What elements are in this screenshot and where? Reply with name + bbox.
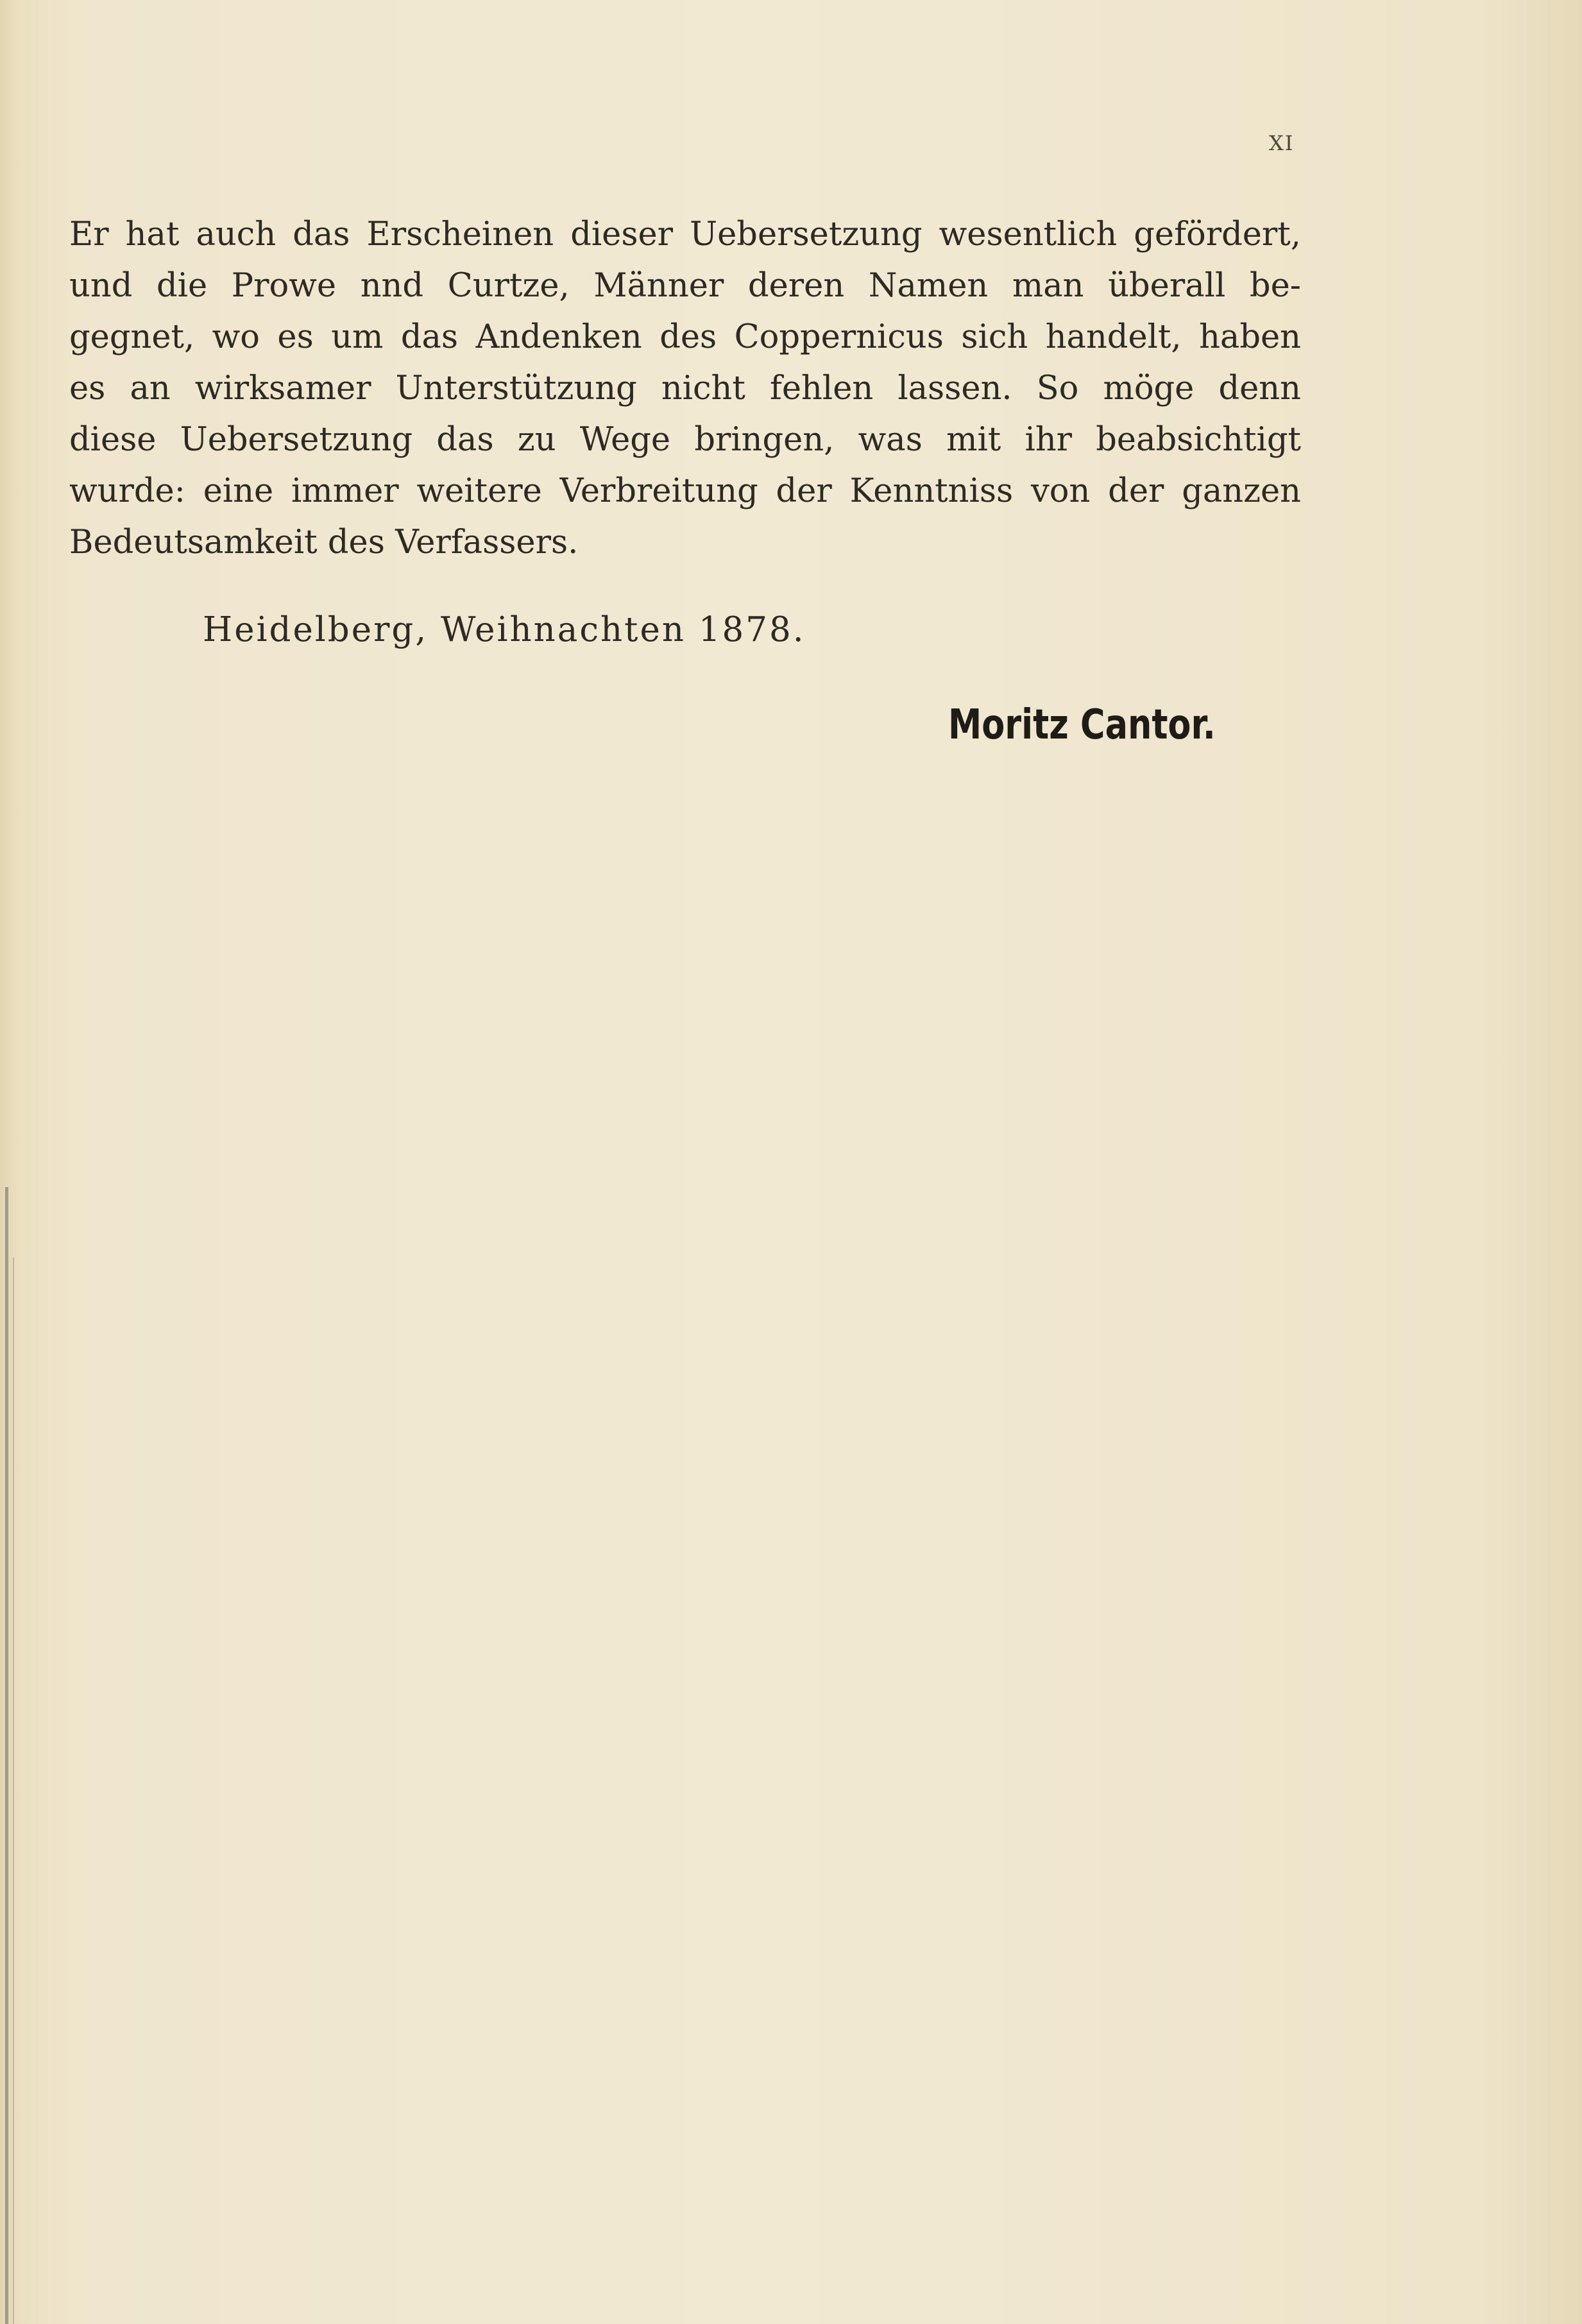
paragraph-line: diese Uebersetzung das zu Wege bringen, was mit ihr beabsichtigt xyxy=(69,421,1301,459)
paragraph-line: es an wirksamer Unterstützung nicht fehlen lassen. So möge denn xyxy=(69,370,1301,407)
binding-edge-line xyxy=(13,1258,14,2324)
paragraph-line: wurde: eine immer weitere Verbreitung der Kenntniss von der ganzen xyxy=(69,472,1301,510)
paragraph-line: Bedeutsamkeit des Verfassers. xyxy=(69,524,579,561)
page-number: XI xyxy=(1269,131,1295,155)
paragraph-line: Er hat auch das Erscheinen dieser Uebersetzung wesentlich gefördert, xyxy=(69,216,1301,253)
paragraph-line: und die Prowe nnd Curtze, Männer deren Namen man überall be- xyxy=(69,267,1301,305)
paragraph-line: gegnet, wo es um das Andenken des Coppernicus sich handelt, haben xyxy=(69,318,1301,356)
author-signature: Moritz Cantor. xyxy=(948,701,1216,749)
binding-edge-shadow xyxy=(5,1187,8,2324)
place-and-date: Heidelberg, Weihnachten 1878. xyxy=(203,610,806,649)
preface-paragraph xyxy=(69,209,1301,568)
